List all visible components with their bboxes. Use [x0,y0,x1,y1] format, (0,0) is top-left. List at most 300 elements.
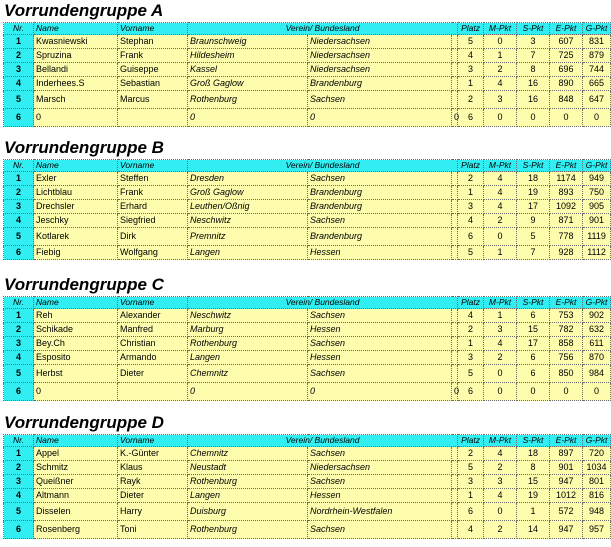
cell-spkt[interactable]: 16 [517,77,550,91]
cell-vorname[interactable]: Guiseppe [118,63,188,77]
table-row [4,186,611,200]
header-name[interactable]: Name [34,297,118,309]
cell-bundesland[interactable]: Brandenburg [308,228,452,246]
cell-platz[interactable]: 6 [458,503,484,521]
header-spkt[interactable]: S-Pkt [517,23,550,35]
cell-epkt[interactable]: 890 [550,77,583,91]
cell-spkt[interactable]: 8 [517,461,550,475]
cell-gpkt[interactable]: 879 [583,49,611,63]
cell-vorname[interactable]: Marcus [118,91,188,109]
cell-spkt[interactable]: 6 [517,365,550,383]
cell-bundesland[interactable]: Niedersachsen [308,63,452,77]
cell-platz[interactable]: 6 [458,228,484,246]
cell-name[interactable]: Schikade [34,323,118,337]
cell-gpkt[interactable]: 744 [583,63,611,77]
cell-verein[interactable]: Braunschweig [188,35,308,49]
cell-epkt[interactable]: 0 [550,109,583,127]
cell-nr[interactable]: 5 [4,503,34,521]
cell-epkt[interactable]: 753 [550,309,583,323]
cell-platz[interactable]: 5 [458,461,484,475]
cell-platz[interactable]: 6 [458,383,484,401]
cell-vorname[interactable]: Christian [118,337,188,351]
cell-platz[interactable]: 3 [458,200,484,214]
cell-empty[interactable]: 0 [452,109,458,127]
cell-mpkt[interactable]: 2 [484,461,517,475]
cell-name[interactable]: Spruzina [34,49,118,63]
cell-mpkt[interactable]: 3 [484,475,517,489]
cell-epkt[interactable]: 1012 [550,489,583,503]
header-gpkt[interactable]: G-Pkt [583,297,611,309]
cell-epkt[interactable]: 871 [550,214,583,228]
header-nr[interactable]: Nr. [4,435,34,447]
cell-verein[interactable]: Premnitz [188,228,308,246]
cell-vorname[interactable]: Toni [118,521,188,539]
cell-mpkt[interactable]: 4 [484,186,517,200]
cell-vorname[interactable]: Armando [118,351,188,365]
header-platz[interactable]: Platz [458,297,484,309]
cell-spkt[interactable]: 19 [517,186,550,200]
cell-spkt[interactable]: 0 [517,109,550,127]
cell-gpkt[interactable]: 632 [583,323,611,337]
cell-mpkt[interactable]: 1 [484,309,517,323]
cell-spkt[interactable]: 8 [517,63,550,77]
header-mpkt[interactable]: M-Pkt [484,297,517,309]
group-table [3,22,611,127]
cell-gpkt[interactable]: 0 [583,383,611,401]
cell-epkt[interactable]: 947 [550,521,583,539]
header-epkt[interactable]: E-Pkt [550,297,583,309]
cell-nr[interactable]: 3 [4,200,34,214]
cell-spkt[interactable]: 5 [517,228,550,246]
cell-nr[interactable]: 4 [4,489,34,503]
header-platz[interactable]: Platz [458,435,484,447]
cell-spkt[interactable]: 15 [517,323,550,337]
group-table [3,296,611,401]
cell-epkt[interactable]: 928 [550,246,583,260]
header-verein[interactable]: Verein/ Bundesland [188,160,458,172]
header-nr[interactable]: Nr. [4,23,34,35]
cell-gpkt[interactable]: 720 [583,447,611,461]
cell-bundesland[interactable]: 0 [308,109,452,127]
cell-vorname[interactable]: Sebastian [118,77,188,91]
cell-nr[interactable]: 2 [4,461,34,475]
cell-epkt[interactable]: 572 [550,503,583,521]
cell-bundesland[interactable]: Niedersachsen [308,35,452,49]
cell-vorname[interactable]: Siegfried [118,214,188,228]
cell-bundesland[interactable]: Brandenburg [308,200,452,214]
header-name[interactable]: Name [34,23,118,35]
header-platz[interactable]: Platz [458,23,484,35]
cell-platz[interactable]: 2 [458,323,484,337]
cell-vorname[interactable]: Frank [118,49,188,63]
cell-verein[interactable]: Marburg [188,323,308,337]
cell-mpkt[interactable]: 4 [484,200,517,214]
cell-epkt[interactable]: 756 [550,351,583,365]
cell-vorname[interactable]: Erhard [118,200,188,214]
cell-epkt[interactable]: 725 [550,49,583,63]
cell-gpkt[interactable]: 0 [583,109,611,127]
group-section [3,412,608,539]
header-epkt[interactable]: E-Pkt [550,435,583,447]
cell-platz[interactable]: 1 [458,186,484,200]
header-vorname[interactable]: Vorname [118,435,188,447]
header-spkt[interactable]: S-Pkt [517,435,550,447]
cell-verein[interactable]: Rothenburg [188,521,308,539]
cell-name[interactable]: Rosenberg [34,521,118,539]
cell-spkt[interactable]: 15 [517,475,550,489]
header-mpkt[interactable]: M-Pkt [484,160,517,172]
cell-spkt[interactable]: 7 [517,246,550,260]
cell-nr[interactable]: 5 [4,365,34,383]
cell-name[interactable]: Esposito [34,351,118,365]
cell-mpkt[interactable]: 2 [484,63,517,77]
cell-vorname[interactable]: Steffen [118,172,188,186]
cell-spkt[interactable]: 18 [517,447,550,461]
cell-epkt[interactable]: 848 [550,91,583,109]
cell-mpkt[interactable]: 1 [484,246,517,260]
cell-name[interactable]: Bey.Ch [34,337,118,351]
cell-vorname[interactable] [118,109,188,127]
header-name[interactable]: Name [34,435,118,447]
cell-bundesland[interactable]: Sachsen [308,365,452,383]
group-title: Vorrundengruppe B [4,138,164,157]
cell-gpkt[interactable]: 611 [583,337,611,351]
cell-spkt[interactable]: 6 [517,351,550,365]
cell-name[interactable]: Jeschky [34,214,118,228]
header-vorname[interactable]: Vorname [118,297,188,309]
group-section [3,0,608,127]
cell-nr[interactable]: 2 [4,49,34,63]
cell-verein[interactable]: Groß Gaglow [188,77,308,91]
header-name[interactable]: Name [34,160,118,172]
cell-bundesland[interactable]: Brandenburg [308,186,452,200]
cell-bundesland[interactable]: Hessen [308,246,452,260]
cell-bundesland[interactable]: Sachsen [308,337,452,351]
cell-platz[interactable]: 4 [458,521,484,539]
table-row [4,172,611,186]
cell-nr[interactable]: 5 [4,91,34,109]
cell-mpkt[interactable]: 1 [484,49,517,63]
cell-spkt[interactable]: 0 [517,383,550,401]
cell-spkt[interactable]: 19 [517,489,550,503]
cell-verein[interactable]: Langen [188,351,308,365]
header-row [4,435,611,447]
cell-vorname[interactable]: Rayk [118,475,188,489]
cell-verein[interactable]: Dresden [188,172,308,186]
cell-verein[interactable]: 0 [188,383,308,401]
table-row [4,337,611,351]
cell-gpkt[interactable]: 984 [583,365,611,383]
cell-mpkt[interactable]: 0 [484,35,517,49]
cell-bundesland[interactable]: Sachsen [308,521,452,539]
cell-name[interactable]: Lichtblau [34,186,118,200]
cell-bundesland[interactable]: Sachsen [308,214,452,228]
cell-spkt[interactable]: 14 [517,521,550,539]
cell-mpkt[interactable]: 0 [484,383,517,401]
cell-bundesland[interactable]: Brandenburg [308,77,452,91]
cell-spkt[interactable]: 17 [517,200,550,214]
cell-nr[interactable]: 4 [4,77,34,91]
cell-vorname[interactable]: Klaus [118,461,188,475]
cell-platz[interactable]: 1 [458,77,484,91]
cell-nr[interactable]: 1 [4,447,34,461]
cell-verein[interactable]: Rothenburg [188,91,308,109]
header-nr[interactable]: Nr. [4,297,34,309]
cell-vorname[interactable]: K.-Günter [118,447,188,461]
cell-name[interactable]: Disselen [34,503,118,521]
table-row [4,109,611,127]
cell-bundesland[interactable]: Sachsen [308,91,452,109]
cell-mpkt[interactable]: 4 [484,447,517,461]
cell-verein[interactable]: Chemnitz [188,365,308,383]
cell-spkt[interactable]: 1 [517,503,550,521]
cell-epkt[interactable]: 1092 [550,200,583,214]
cell-name[interactable]: Kotlarek [34,228,118,246]
table-row [4,489,611,503]
cell-verein[interactable]: Hildesheim [188,49,308,63]
cell-mpkt[interactable]: 4 [484,77,517,91]
cell-name[interactable]: 0 [34,383,118,401]
cell-platz[interactable]: 2 [458,91,484,109]
cell-bundesland[interactable]: Hessen [308,351,452,365]
cell-spkt[interactable]: 6 [517,309,550,323]
cell-gpkt[interactable]: 957 [583,521,611,539]
cell-verein[interactable]: Kassel [188,63,308,77]
header-row [4,297,611,309]
cell-nr[interactable]: 3 [4,337,34,351]
table-row [4,200,611,214]
cell-verein[interactable]: Neschwitz [188,214,308,228]
cell-nr[interactable]: 2 [4,186,34,200]
cell-gpkt[interactable]: 1119 [583,228,611,246]
cell-name[interactable]: Altmann [34,489,118,503]
cell-verein[interactable]: Neustadt [188,461,308,475]
cell-mpkt[interactable]: 2 [484,521,517,539]
cell-empty[interactable]: 0 [452,383,458,401]
cell-platz[interactable]: 2 [458,172,484,186]
header-vorname[interactable]: Vorname [118,23,188,35]
cell-verein[interactable]: Groß Gaglow [188,186,308,200]
cell-vorname[interactable]: Frank [118,186,188,200]
cell-platz[interactable]: 5 [458,246,484,260]
header-verein[interactable]: Verein/ Bundesland [188,435,458,447]
cell-platz[interactable]: 3 [458,63,484,77]
cell-gpkt[interactable]: 816 [583,489,611,503]
cell-verein[interactable]: Rothenburg [188,337,308,351]
cell-bundesland[interactable]: Niedersachsen [308,461,452,475]
cell-bundesland[interactable]: Sachsen [308,475,452,489]
cell-platz[interactable]: 2 [458,447,484,461]
cell-epkt[interactable]: 850 [550,365,583,383]
cell-verein[interactable]: Langen [188,246,308,260]
cell-nr[interactable]: 1 [4,309,34,323]
cell-epkt[interactable]: 893 [550,186,583,200]
cell-name[interactable]: Drechsler [34,200,118,214]
cell-verein[interactable]: Chemnitz [188,447,308,461]
cell-name[interactable]: Herbst [34,365,118,383]
header-spkt[interactable]: S-Pkt [517,160,550,172]
header-mpkt[interactable]: M-Pkt [484,435,517,447]
cell-nr[interactable]: 2 [4,323,34,337]
cell-spkt[interactable]: 18 [517,172,550,186]
header-spkt[interactable]: S-Pkt [517,297,550,309]
header-gpkt[interactable]: G-Pkt [583,23,611,35]
cell-name[interactable]: Reh [34,309,118,323]
table-row [4,503,611,521]
cell-bundesland[interactable]: Sachsen [308,172,452,186]
cell-gpkt[interactable]: 1112 [583,246,611,260]
table-row [4,475,611,489]
cell-gpkt[interactable]: 801 [583,475,611,489]
cell-name[interactable]: Exler [34,172,118,186]
cell-mpkt[interactable]: 0 [484,503,517,521]
cell-verein[interactable]: 0 [188,109,308,127]
cell-gpkt[interactable]: 647 [583,91,611,109]
table-row [4,351,611,365]
cell-mpkt[interactable]: 2 [484,351,517,365]
cell-mpkt[interactable]: 0 [484,109,517,127]
cell-vorname[interactable]: Wolfgang [118,246,188,260]
table-row [4,365,611,383]
cell-epkt[interactable]: 901 [550,461,583,475]
cell-gpkt[interactable]: 750 [583,186,611,200]
cell-name[interactable]: Marsch [34,91,118,109]
cell-spkt[interactable]: 7 [517,49,550,63]
cell-vorname[interactable]: Harry [118,503,188,521]
cell-gpkt[interactable]: 901 [583,214,611,228]
header-epkt[interactable]: E-Pkt [550,23,583,35]
cell-name[interactable]: Inderhees.S [34,77,118,91]
cell-nr[interactable]: 4 [4,214,34,228]
group-section [3,137,608,260]
cell-mpkt[interactable]: 4 [484,172,517,186]
cell-platz[interactable]: 5 [458,35,484,49]
cell-bundesland[interactable]: Niedersachsen [308,49,452,63]
cell-nr[interactable]: 3 [4,475,34,489]
cell-bundesland[interactable]: 0 [308,383,452,401]
cell-verein[interactable]: Duisburg [188,503,308,521]
cell-platz[interactable]: 6 [458,109,484,127]
cell-platz[interactable]: 4 [458,309,484,323]
cell-epkt[interactable]: 947 [550,475,583,489]
cell-gpkt[interactable]: 831 [583,35,611,49]
cell-mpkt[interactable]: 4 [484,337,517,351]
cell-spkt[interactable]: 16 [517,91,550,109]
cell-epkt[interactable]: 782 [550,323,583,337]
header-verein[interactable]: Verein/ Bundesland [188,297,458,309]
group-title: Vorrundengruppe D [4,413,164,432]
cell-nr[interactable]: 1 [4,172,34,186]
cell-vorname[interactable]: Manfred [118,323,188,337]
header-nr[interactable]: Nr. [4,160,34,172]
cell-platz[interactable]: 4 [458,214,484,228]
cell-gpkt[interactable]: 905 [583,200,611,214]
cell-gpkt[interactable]: 948 [583,503,611,521]
cell-gpkt[interactable]: 870 [583,351,611,365]
cell-name[interactable]: Queißner [34,475,118,489]
cell-verein[interactable]: Leuthen/Oßnig [188,200,308,214]
cell-nr[interactable]: 6 [4,383,34,401]
cell-platz[interactable]: 1 [458,489,484,503]
header-vorname[interactable]: Vorname [118,160,188,172]
cell-verein[interactable]: Rothenburg [188,475,308,489]
cell-nr[interactable]: 6 [4,521,34,539]
cell-mpkt[interactable]: 0 [484,365,517,383]
cell-platz[interactable]: 5 [458,365,484,383]
cell-name[interactable]: Fiebig [34,246,118,260]
cell-gpkt[interactable]: 1034 [583,461,611,475]
table-row [4,49,611,63]
cell-vorname[interactable] [118,383,188,401]
header-row [4,160,611,172]
cell-name[interactable]: Schmitz [34,461,118,475]
cell-verein[interactable]: Neschwitz [188,309,308,323]
cell-platz[interactable]: 4 [458,49,484,63]
cell-nr[interactable]: 1 [4,35,34,49]
cell-gpkt[interactable]: 949 [583,172,611,186]
cell-platz[interactable]: 1 [458,337,484,351]
cell-name[interactable]: 0 [34,109,118,127]
cell-mpkt[interactable]: 3 [484,323,517,337]
cell-nr[interactable]: 3 [4,63,34,77]
cell-nr[interactable]: 5 [4,228,34,246]
cell-bundesland[interactable]: Sachsen [308,447,452,461]
header-platz[interactable]: Platz [458,160,484,172]
cell-name[interactable]: Kwasniewski [34,35,118,49]
cell-bundesland[interactable]: Nordrhein-Westfalen [308,503,452,521]
cell-platz[interactable]: 3 [458,475,484,489]
cell-mpkt[interactable]: 3 [484,91,517,109]
cell-bundesland[interactable]: Sachsen [308,309,452,323]
cell-epkt[interactable]: 0 [550,383,583,401]
header-mpkt[interactable]: M-Pkt [484,23,517,35]
cell-gpkt[interactable]: 665 [583,77,611,91]
cell-epkt[interactable]: 1174 [550,172,583,186]
cell-platz[interactable]: 3 [458,351,484,365]
cell-epkt[interactable]: 858 [550,337,583,351]
header-verein[interactable]: Verein/ Bundesland [188,23,458,35]
cell-spkt[interactable]: 9 [517,214,550,228]
cell-epkt[interactable]: 897 [550,447,583,461]
cell-vorname[interactable]: Alexander [118,309,188,323]
cell-mpkt[interactable]: 4 [484,489,517,503]
cell-bundesland[interactable]: Hessen [308,323,452,337]
cell-gpkt[interactable]: 902 [583,309,611,323]
cell-verein[interactable]: Langen [188,489,308,503]
cell-vorname[interactable]: Dieter [118,489,188,503]
cell-epkt[interactable]: 778 [550,228,583,246]
cell-nr[interactable]: 6 [4,109,34,127]
cell-bundesland[interactable]: Hessen [308,489,452,503]
cell-mpkt[interactable]: 0 [484,228,517,246]
header-gpkt[interactable]: G-Pkt [583,435,611,447]
cell-vorname[interactable]: Stephan [118,35,188,49]
cell-vorname[interactable]: Dirk [118,228,188,246]
header-epkt[interactable]: E-Pkt [550,160,583,172]
cell-name[interactable]: Appel [34,447,118,461]
cell-spkt[interactable]: 3 [517,35,550,49]
cell-nr[interactable]: 6 [4,246,34,260]
group-table [3,159,611,260]
cell-name[interactable]: Bellandi [34,63,118,77]
cell-epkt[interactable]: 607 [550,35,583,49]
header-gpkt[interactable]: G-Pkt [583,160,611,172]
cell-nr[interactable]: 4 [4,351,34,365]
cell-vorname[interactable]: Dieter [118,365,188,383]
cell-epkt[interactable]: 696 [550,63,583,77]
cell-mpkt[interactable]: 2 [484,214,517,228]
cell-spkt[interactable]: 17 [517,337,550,351]
